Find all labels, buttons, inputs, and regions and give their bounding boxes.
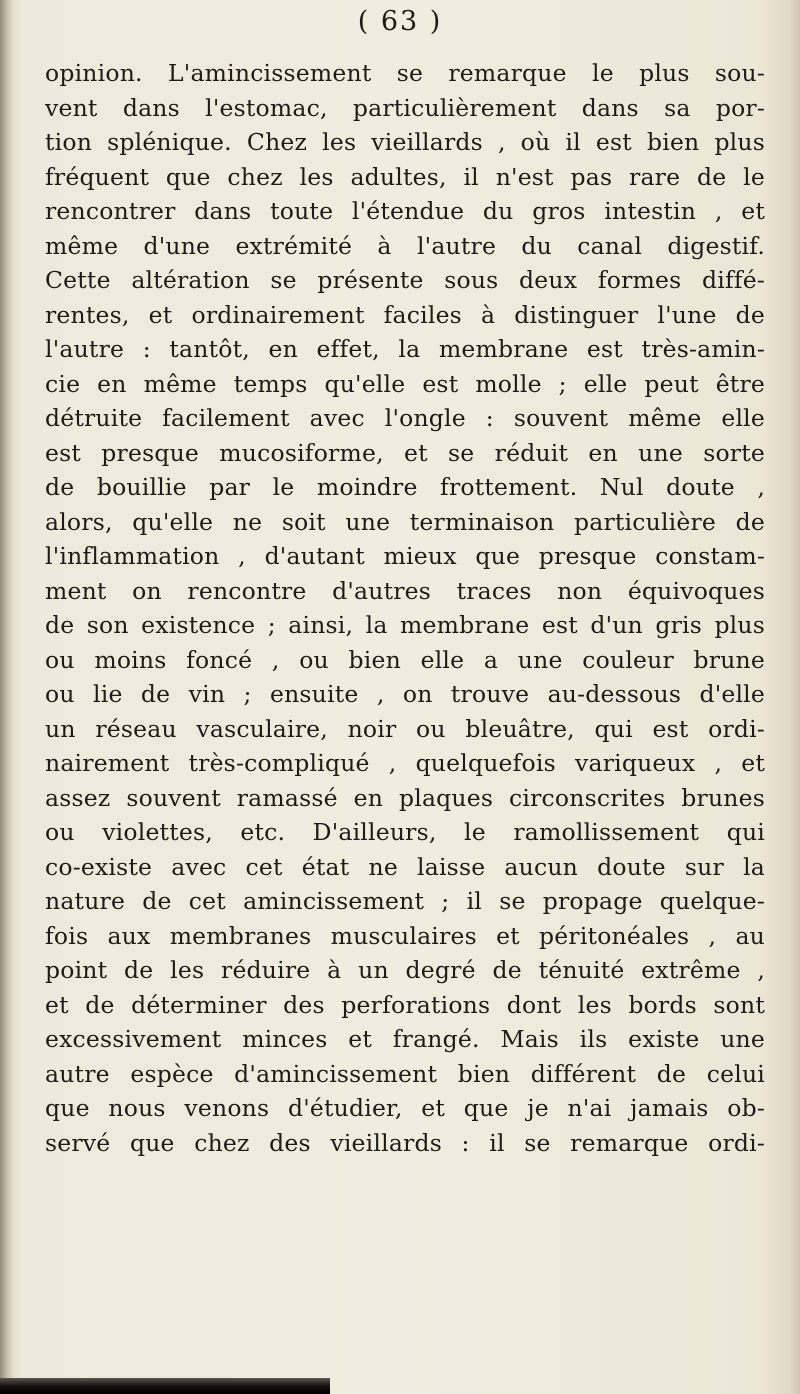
text-line: détruite facilement avec l'ongle : souvent même elle: [45, 404, 765, 432]
page-binding-edge: [0, 0, 14, 1394]
page-number: ( 63 ): [357, 6, 443, 37]
text-line: l'autre : tantôt, en effet, la membrane est très-amin-: [45, 335, 765, 363]
text-line: Cette altération se présente sous deux formes diffé-: [45, 266, 765, 294]
text-line: fois aux membranes musculaires et péritonéales , au: [45, 921, 765, 950]
text-line: l'inflammation , d'autant mieux que presque constam-: [45, 542, 765, 570]
text-line: un réseau vasculaire, noir ou bleuâtre, qui est ordi-: [45, 714, 765, 743]
text-line: tion splénique. Chez les vieillards , où il est bien plus: [45, 128, 765, 156]
text-line: point de les réduire à un degré de ténuité extrême ,: [45, 956, 765, 984]
text-line: nature de cet amincissement ; il se propage quelque-: [45, 887, 765, 915]
text-line: même d'une extrémité à l'autre du canal digestif.: [45, 231, 765, 260]
text-line: autre espèce d'amincissement bien différent de celui: [45, 1059, 765, 1088]
text-line: ou lie de vin ; ensuite , on trouve au-dessous d'elle: [45, 680, 765, 708]
page-right-shadow: [790, 0, 800, 1394]
text-line: que nous venons d'étudier, et que je n'ai jamais ob-: [45, 1094, 765, 1122]
text-line: rencontrer dans toute l'étendue du gros intestin , et: [45, 197, 765, 225]
text-line: de bouillie par le moindre frottement. Nul doute ,: [45, 473, 765, 501]
text-line: cie en même temps qu'elle est molle ; elle peut être: [45, 369, 765, 398]
text-line: ment on rencontre d'autres traces non équivoques: [45, 576, 765, 605]
text-line: opinion. L'amincissement se remarque le plus sou-: [45, 59, 765, 87]
body-text: [45, 56, 765, 1160]
text-line: alors, qu'elle ne soit une terminaison particulière de: [45, 507, 765, 536]
text-line: de son existence ; ainsi, la membrane est d'un gris plus: [45, 611, 765, 639]
text-line: nairement très-compliqué , quelquefois variqueux , et: [45, 749, 765, 777]
text-line: fréquent que chez les adultes, il n'est pas rare de le: [45, 162, 765, 191]
text-line: excessivement minces et frangé. Mais ils existe une: [45, 1025, 765, 1053]
text-line: ou moins foncé , ou bien elle a une couleur brune: [45, 645, 765, 674]
text-line: est presque mucosiforme, et se réduit en une sorte: [45, 438, 765, 467]
text-line: co-existe avec cet état ne laisse aucun doute sur la: [45, 852, 765, 881]
scan-bottom-bar: [0, 1378, 330, 1394]
text-line: ou violettes, etc. D'ailleurs, le ramollissement qui: [45, 818, 765, 846]
text-line: servé que chez des vieillards : il se remarque ordi-: [45, 1128, 765, 1157]
text-line: assez souvent ramassé en plaques circonscrites brunes: [45, 783, 765, 812]
text-line: vent dans l'estomac, particulièrement dans sa por-: [45, 93, 765, 122]
text-line: rentes, et ordinairement faciles à distinguer l'une de: [45, 300, 765, 329]
text-line: et de déterminer des perforations dont les bords sont: [45, 990, 765, 1019]
